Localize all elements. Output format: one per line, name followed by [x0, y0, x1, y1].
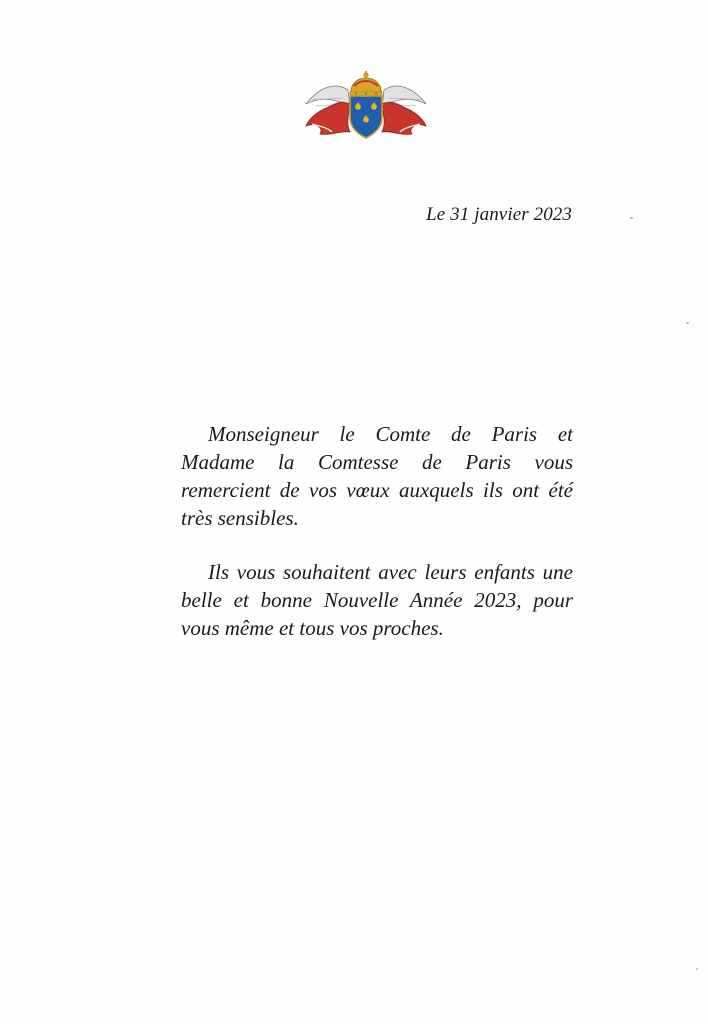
royal-coat-of-arms-icon — [302, 68, 430, 140]
letter-date: Le 31 janvier 2023 — [426, 204, 572, 225]
paragraph-wishes: Ils vous souhaitent avec leurs enfants une belle et bonne Nouvelle Année 2023, pour vous même et tous vos proches. — [181, 560, 573, 640]
scan-speck — [630, 217, 633, 219]
scan-speck — [686, 322, 689, 324]
scan-speck — [696, 968, 698, 970]
letter-body — [181, 420, 573, 642]
crown-icon — [350, 71, 382, 95]
paragraph-thanks: Monseigneur le Comte de Paris et Madame la Comtesse de Paris vous remercient de vos vœux auxquels ils ont été très sensibles. — [181, 422, 573, 530]
